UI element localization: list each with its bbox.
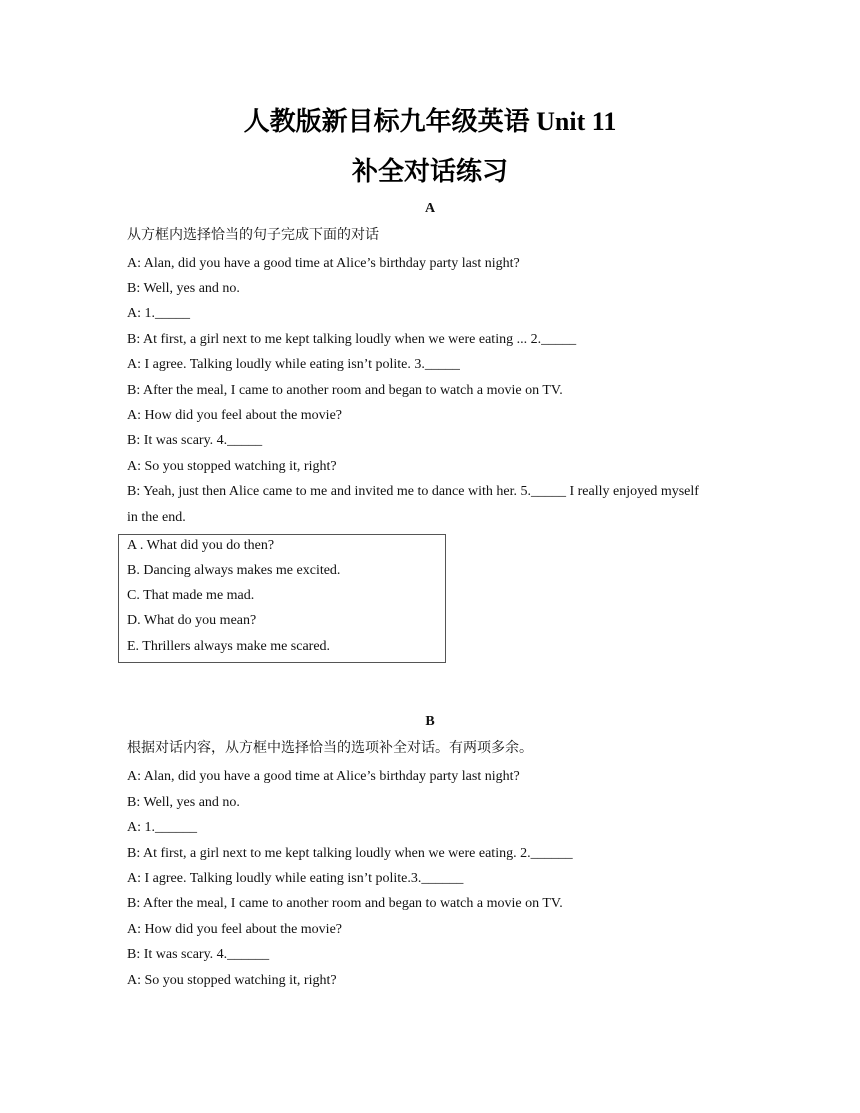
dialogue-line: B: It was scary. 4.______: [127, 947, 270, 962]
dialogue-line: B: At first, a girl next to me kept talking loudly when we were eating. 2.______: [127, 846, 573, 861]
option-item: D. What do you mean?: [127, 613, 257, 628]
option-item: C. That made me mad.: [127, 588, 255, 603]
option-item: A . What did you do then?: [127, 538, 275, 553]
dialogue-line: A: I agree. Talking loudly while eating isn’t polite. 3._____: [127, 357, 460, 372]
dialogue-line: A: I agree. Talking loudly while eating isn’t polite.3.______: [127, 871, 464, 886]
document-title: 人教版新目标九年级英语 Unit 11: [243, 107, 617, 136]
document-subtitle: 补全对话练习: [351, 157, 508, 186]
dialogue-line: B: At first, a girl next to me kept talking loudly when we were eating ... 2._____: [127, 332, 577, 347]
dialogue-line: B: After the meal, I came to another room and began to watch a movie on TV.: [127, 896, 563, 911]
dialogue-line: A: How did you feel about the movie?: [127, 408, 343, 423]
section-a-instruction: 从方框内选择恰当的句子完成下面的对话: [127, 228, 379, 243]
dialogue-line: A: Alan, did you have a good time at Alice’s birthday party last night?: [127, 256, 520, 271]
dialogue-line: A: How did you feel about the movie?: [127, 922, 343, 937]
dialogue-line: A: So you stopped watching it, right?: [127, 973, 337, 988]
dialogue-line: A: 1.______: [127, 820, 197, 835]
section-b-instruction: 根据对话内容，从方框中选择恰当的选项补全对话。有两项多余。: [127, 741, 533, 756]
dialogue-line: B: It was scary. 4._____: [127, 433, 263, 448]
option-item: B. Dancing always makes me excited.: [127, 563, 341, 578]
dialogue-line: A: 1._____: [127, 306, 190, 321]
dialogue-line: A: So you stopped watching it, right?: [127, 459, 337, 474]
dialogue-line: B: Well, yes and no.: [127, 281, 240, 296]
section-b-label: B: [425, 714, 435, 729]
section-a-label: A: [424, 201, 436, 216]
dialogue-line: B: Well, yes and no.: [127, 795, 240, 810]
options-box: [118, 534, 446, 663]
option-item: E. Thrillers always make me scared.: [127, 639, 331, 654]
dialogue-line: B: After the meal, I came to another room and began to watch a movie on TV.: [127, 383, 563, 398]
dialogue-line: A: Alan, did you have a good time at Alice’s birthday party last night?: [127, 769, 520, 784]
dialogue-line: B: Yeah, just then Alice came to me and invited me to dance with her. 5._____ I really enjoyed myself: [127, 484, 699, 499]
dialogue-line: in the end.: [127, 510, 186, 525]
